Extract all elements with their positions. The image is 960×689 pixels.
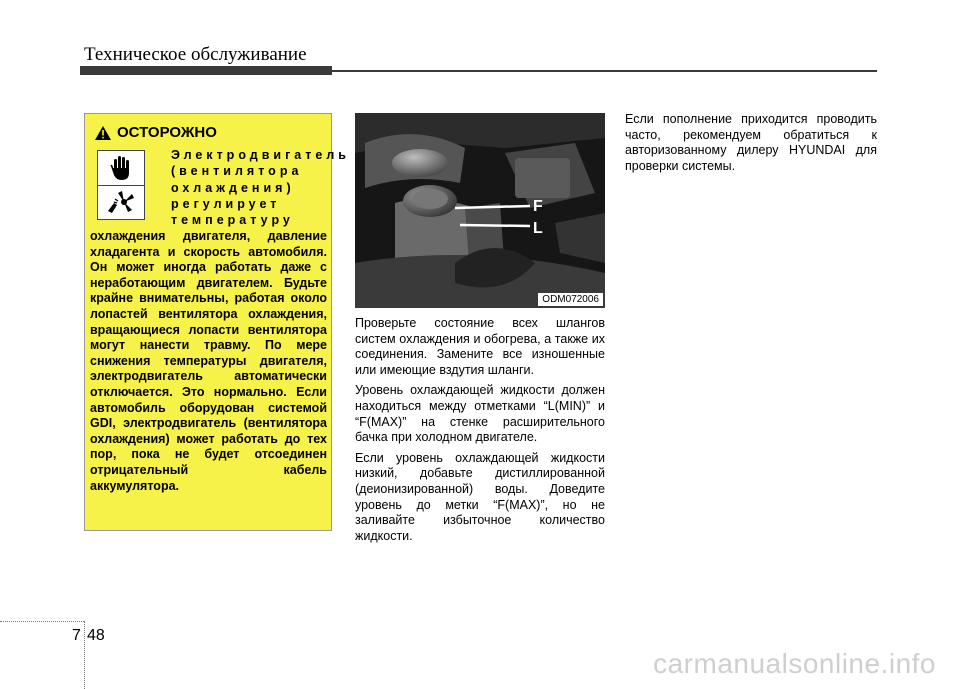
chapter-number: 7 <box>72 627 81 644</box>
warning-title-text: ОСТОРОЖНО <box>117 124 217 141</box>
header-bar <box>80 66 332 75</box>
warning-lead-text <box>171 147 350 228</box>
warning-box <box>84 113 350 531</box>
warning-lead-line: охлаждения) <box>171 180 295 195</box>
engine-bay-illustration <box>355 113 605 308</box>
photo-code: ODM072006 <box>538 293 603 306</box>
page-header-title: Техническое обслуживание <box>84 44 307 65</box>
warning-triangle-icon <box>95 126 111 140</box>
fan-hazard-icon <box>98 185 144 219</box>
warning-lead-line: (вентилятора <box>171 164 303 179</box>
header-rule <box>332 70 877 72</box>
paragraph: Если пополнение приходится проводить часто, рекомендуем обратиться к авторизованному дилеру HYUNDAI для проверки системы. <box>625 112 877 173</box>
paragraph: Если уровень охлаждающей жидкости низкий, добавьте дистиллированной (деионизированной) воды. Доведите уровень до метки “F(MAX)”, но не заливайте избыточное количество жидкости. <box>355 450 605 543</box>
photo-label-f: F <box>533 198 543 215</box>
watermark: carmanualsonline.info <box>653 648 936 679</box>
paragraph: Проверьте состояние всех шлангов систем охлаждения и обогрева, а также их соединения. Замените все изношенные или имеющие вздутия шланги. <box>355 316 605 377</box>
footer-rule <box>0 621 84 622</box>
photo-label-l: L <box>533 220 543 237</box>
warning-title <box>95 124 217 141</box>
stop-hand-icon <box>98 151 144 186</box>
page-number: 48 <box>87 627 105 644</box>
warning-body-text: охлаждения двигателя, давление хладагента и скорость автомобиля. Он может иногда работать даже с неработающим двигателем. Будьте крайне внимательны, работая около лопастей вентилятора охлаждения, вращающиеся лопасти вентилятора могут нанести травму. По мере снижения температуры двигателя, электродвигатель автоматически отключается. Это нормально. Если автомобиль оборудован системой GDI, электродвигатель (вентилятора охлаждения) может работать до тех пор, пока не будет отсоединен отрицательный кабель аккумулятора. <box>90 229 327 493</box>
warning-lead-line: регулирует <box>171 196 281 211</box>
warning-lead-line: Электродвигатель <box>171 148 350 162</box>
warning-lead-line: температуру <box>171 213 294 228</box>
paragraph: Уровень охлаждающей жидкости должен находиться между отметками “L(MIN)” и “F(MAX)” на стенке расширительного бачка при холодном двигателе. <box>355 383 605 445</box>
warning-icon-panel <box>97 150 145 220</box>
right-column-text <box>625 112 877 179</box>
engine-coolant-reservoir-photo <box>355 113 605 308</box>
middle-column-text <box>355 316 605 549</box>
footer-divider <box>84 621 85 689</box>
